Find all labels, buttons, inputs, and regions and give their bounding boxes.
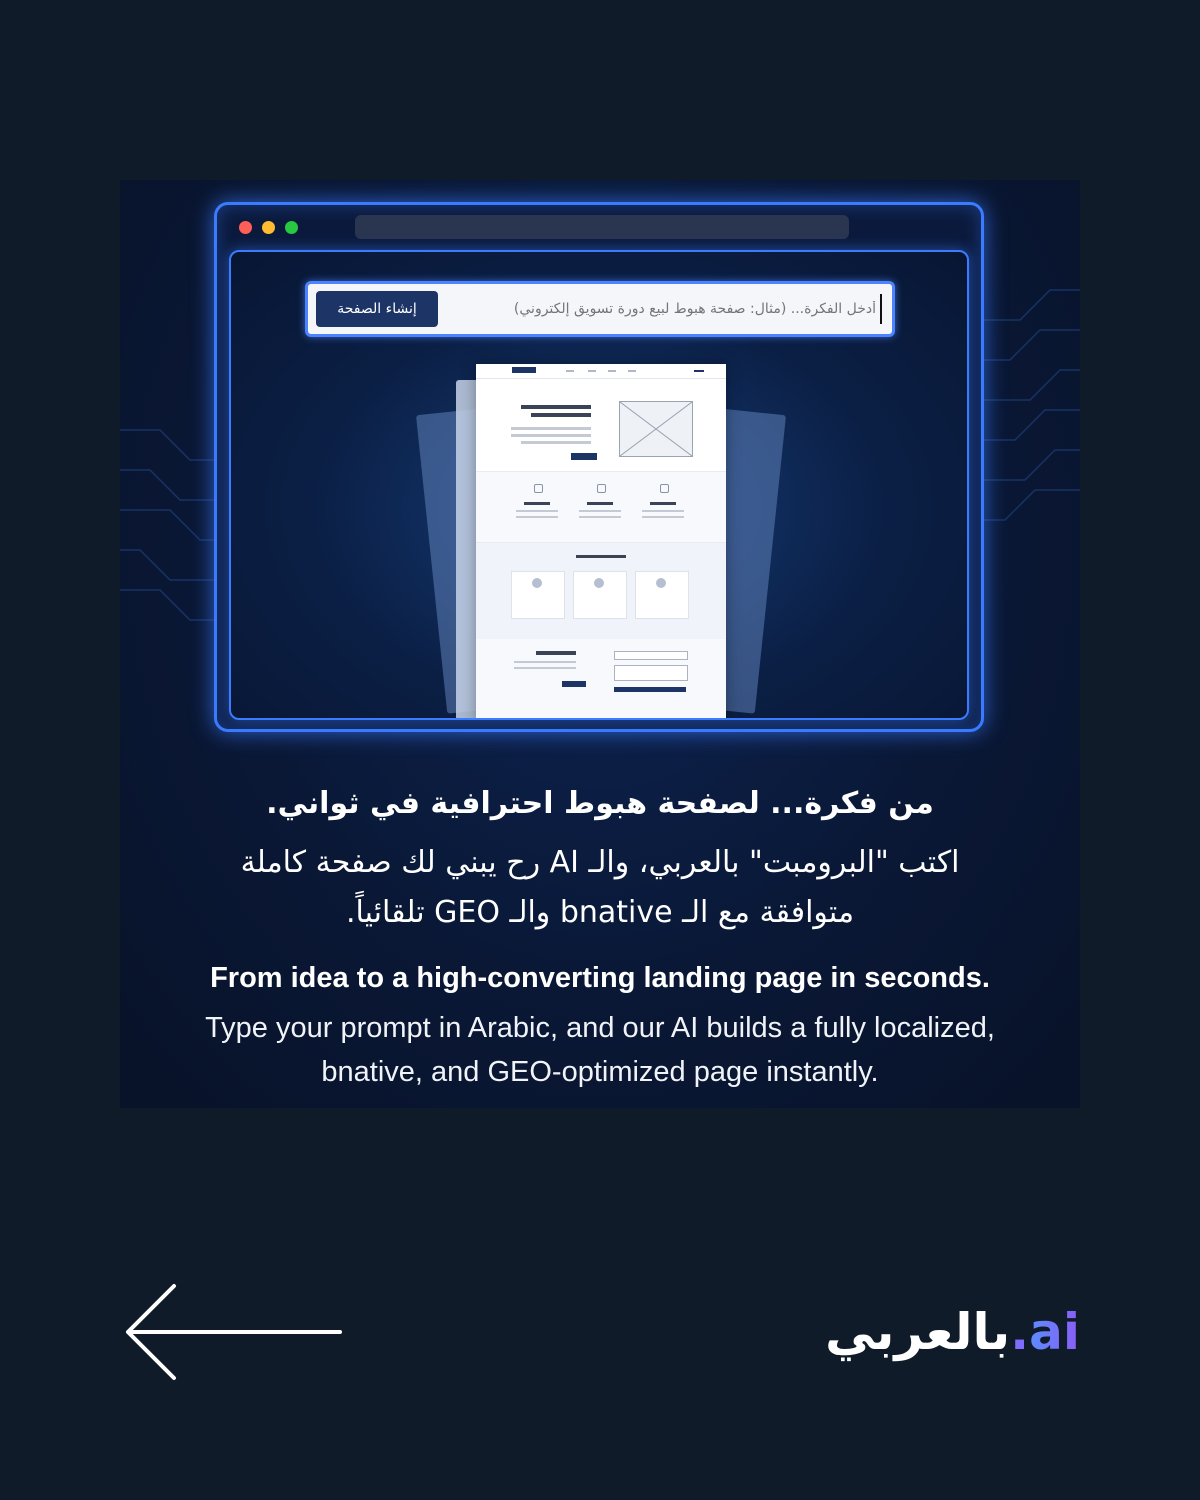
logo-arabic-text: بالعربي bbox=[825, 1303, 1011, 1361]
prompt-box bbox=[305, 281, 895, 337]
preview-contact-form bbox=[476, 639, 726, 720]
preview-features bbox=[476, 472, 726, 543]
window-controls bbox=[239, 221, 298, 234]
browser-viewport bbox=[229, 250, 969, 720]
english-description-line: bnative, and GEO-optimized page instantly. bbox=[321, 1056, 879, 1088]
idea-input[interactable] bbox=[448, 291, 876, 327]
english-headline: From idea to a high-converting landing page in seconds. bbox=[210, 962, 990, 994]
english-description bbox=[120, 1006, 1080, 1094]
logo-dot: . bbox=[1010, 1303, 1030, 1361]
hero-panel bbox=[120, 180, 1080, 1108]
landing-page-preview bbox=[476, 364, 726, 720]
minimize-dot-icon bbox=[262, 221, 275, 234]
preview-hero bbox=[476, 379, 726, 472]
image-placeholder-icon bbox=[619, 401, 693, 457]
arabic-headline: من فكرة... لصفحة هبوط احترافية في ثواني. bbox=[266, 786, 934, 821]
create-page-button[interactable]: إنشاء الصفحة bbox=[316, 291, 438, 327]
maximize-dot-icon bbox=[285, 221, 298, 234]
brand-logo bbox=[800, 1292, 1080, 1372]
arrow-left-icon[interactable] bbox=[118, 1280, 348, 1384]
preview-testimonials bbox=[476, 543, 726, 639]
text-caret bbox=[880, 294, 882, 324]
arabic-description bbox=[120, 838, 1080, 938]
close-dot-icon bbox=[239, 221, 252, 234]
address-bar bbox=[355, 215, 849, 239]
arabic-description-line: اكتب "البرومبت" بالعربي، والـ AI رح يبني لك صفحة كاملة bbox=[240, 845, 960, 880]
browser-window bbox=[214, 202, 984, 732]
arabic-description-line: متوافقة مع الـ bnative والـ GEO تلقائياً. bbox=[345, 895, 855, 930]
preview-nav bbox=[476, 364, 726, 379]
english-description-line: Type your prompt in Arabic, and our AI builds a fully localized, bbox=[205, 1012, 995, 1044]
logo-latin-text: ai bbox=[1029, 1303, 1080, 1361]
